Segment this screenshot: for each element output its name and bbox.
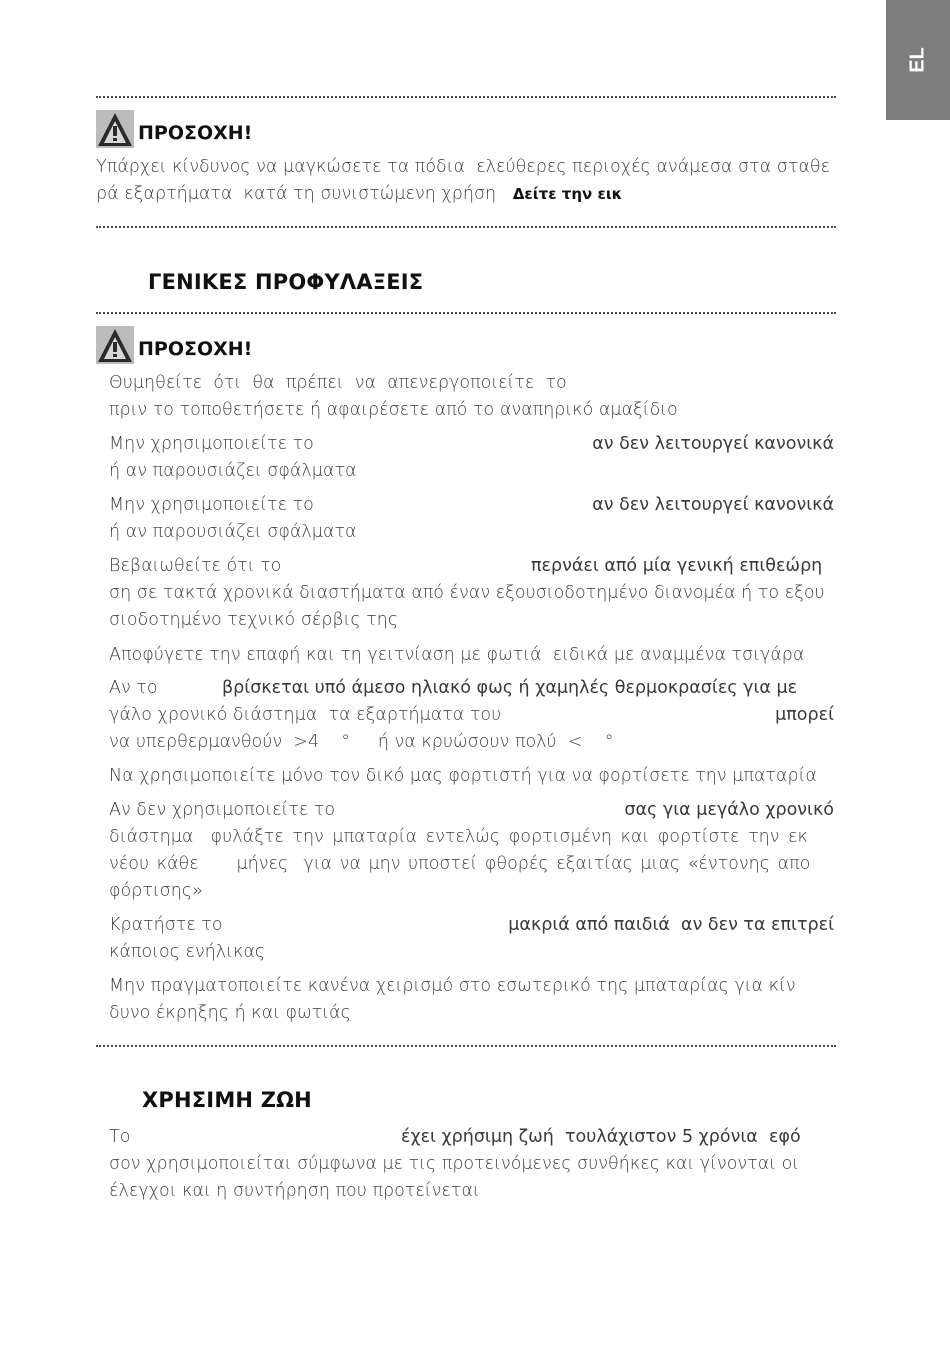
- precaution-line: ή αν παρουσιάζει σφάλματα: [109, 522, 357, 542]
- precaution-line: γάλο χρονικό διάστημα τα εξαρτήματα του: [109, 705, 502, 725]
- precaution-line: αν δεν λειτουργεί κανονικά: [592, 434, 834, 454]
- precaution-line: Βεβαιωθείτε ότι το: [109, 556, 282, 576]
- precaution-line: να υπερθερμανθούν >4 ° ή να κρυώσουν πολύ < °: [109, 732, 614, 752]
- warning-label: ΠΡΟΣΟΧΗ!: [138, 338, 253, 360]
- precaution-line: δυνο έκρηξης ή και φωτιάς: [109, 1003, 351, 1023]
- precaution-line: Κρατήστε το: [109, 915, 223, 935]
- precaution-line: Αποφύγετε την επαφή και τη γειτνίαση με φωτιά ειδικά με αναμμένα τσιγάρα: [109, 645, 805, 665]
- dotted-divider: [96, 96, 836, 98]
- useful-life-line: έχει χρήσιμη ζωή τουλάχιστον 5 χρόνια εφό: [401, 1127, 801, 1147]
- precaution-line: Να χρησιμοποιείτε μόνο τον δικό μας φορτιστή για να φορτίσετε την μπαταρία: [109, 766, 817, 786]
- precaution-line: σιοδοτημένο τεχνικό σέρβις της: [109, 610, 399, 630]
- precaution-line: αν δεν λειτουργεί κανονικά: [592, 495, 834, 515]
- precaution-line: Αν δεν χρησιμοποιείτε το: [109, 800, 336, 820]
- precaution-line: ή αν παρουσιάζει σφάλματα: [109, 461, 357, 481]
- precaution-line: νέου κάθε μήνες για να μην υποστεί φθορές εξαιτίας μιας «έντονης απο: [109, 854, 811, 874]
- precaution-line: Αν το: [109, 678, 158, 698]
- dotted-divider: [96, 312, 836, 314]
- warning-text-line: [96, 181, 622, 208]
- dotted-divider: [96, 1045, 836, 1047]
- language-tab-label: EL: [906, 47, 929, 73]
- precaution-line: διάστημα φυλάξτε την μπαταρία εντελώς φορτισμένη και φορτίστε την εκ: [109, 827, 808, 847]
- precaution-line: ση σε τακτά χρονικά διαστήματα από έναν εξουσιοδοτημένο διανομέα ή το εξου: [109, 583, 825, 603]
- useful-life-line: έλεγχοι και η συντήρηση που προτείνεται: [109, 1181, 480, 1201]
- dotted-divider: [96, 226, 836, 228]
- precaution-line: σας για μεγάλο χρονικό: [624, 800, 834, 820]
- language-tab: [886, 0, 950, 120]
- section-title-useful-life: ΧΡΗΣΙΜΗ ΖΩΗ: [142, 1088, 312, 1112]
- precaution-line: Μην χρησιμοποιείτε το: [109, 434, 314, 454]
- warning-text: ρά εξαρτήματα κατά τη συνιστώμενη χρήση: [96, 184, 497, 204]
- warning-text-line: Υπάρχει κίνδυνος να μαγκώσετε τα πόδια ελεύθερες περιοχές ανάμεσα στα σταθε: [96, 157, 831, 177]
- figure-reference: Δείτε την εικ: [512, 185, 623, 203]
- precaution-line: Θυμηθείτε ότι θα πρέπει να απενεργοποιείτε το: [109, 373, 567, 393]
- warning-header: [96, 326, 252, 364]
- warning-icon: [96, 326, 134, 364]
- warning-label: ΠΡΟΣΟΧΗ!: [138, 122, 253, 144]
- precaution-line: περνάει από μία γενική επιθεώρη: [531, 556, 823, 576]
- warning-header: [96, 110, 252, 148]
- useful-life-line: Το: [109, 1127, 131, 1147]
- precaution-line: μπορεί: [775, 705, 834, 725]
- useful-life-line: σον χρησιμοποιείται σύμφωνα με τις προτεινόμενες συνθήκες και γίνονται οι: [109, 1154, 800, 1174]
- precaution-line: φόρτισης»: [109, 881, 203, 901]
- precaution-line: μακριά από παιδιά αν δεν τα επιτρεί: [508, 915, 834, 935]
- warning-icon: [96, 110, 134, 148]
- section-title-general: ΓΕΝΙΚΕΣ ΠΡΟΦΥΛΑΞΕΙΣ: [148, 270, 424, 294]
- precaution-line: Μην πραγματοποιείτε κανένα χειρισμό στο εσωτερικό της μπαταρίας για κίν: [109, 976, 796, 996]
- precaution-line: πριν το τοποθετήσετε ή αφαιρέσετε από το αναπηρικό αμαξίδιο: [109, 400, 678, 420]
- precaution-line: Μην χρησιμοποιείτε το: [109, 495, 314, 515]
- precaution-line: κάποιος ενήλικας: [109, 942, 266, 962]
- precaution-line: βρίσκεται υπό άμεσο ηλιακό φως ή χαμηλές θερμοκρασίες για με: [222, 678, 798, 698]
